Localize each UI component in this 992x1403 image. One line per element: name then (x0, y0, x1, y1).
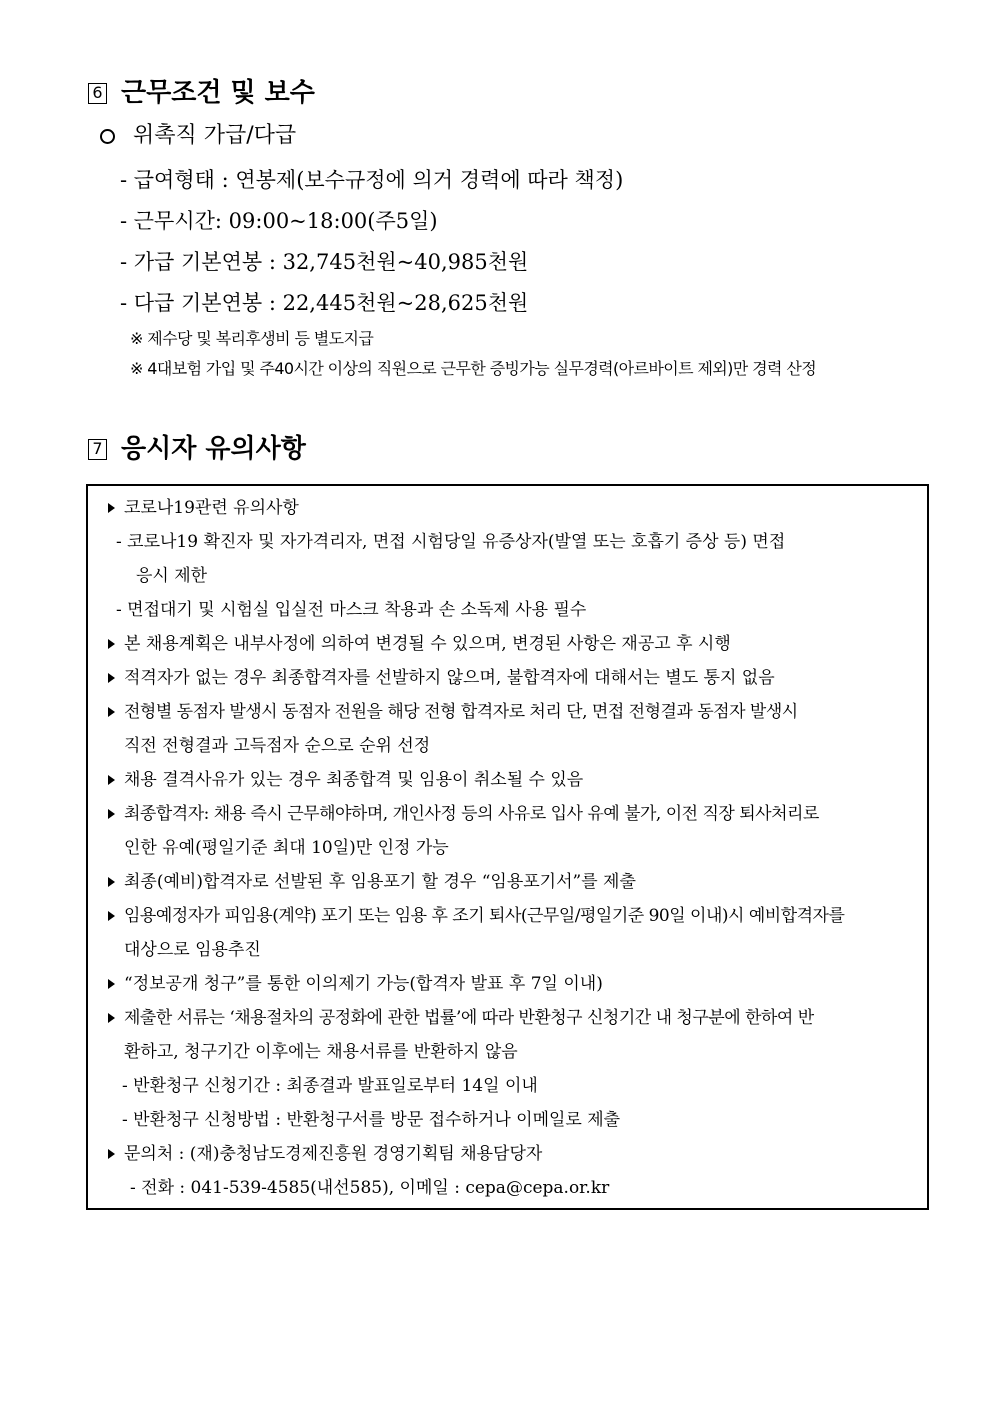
triangle-bullet-icon (108, 673, 115, 683)
subsection-title: 위촉직 가급/다급 (133, 123, 297, 148)
notice-line: - 코로나19 확진자 및 자가격리자, 면접 시험당일 유증상자(발열 또는 호흡기 증상 등) 면접 (116, 532, 786, 552)
notice-line: - 면접대기 및 시험실 입실전 마스크 착용과 손 소독제 사용 필수 (116, 600, 587, 620)
notice-line: 최종(예비)합격자로 선발된 후 임용포기 할 경우 “임용포기서”를 제출 (124, 872, 636, 892)
triangle-bullet-icon (108, 707, 115, 717)
subsection-heading (100, 122, 296, 150)
notice-line: 코로나19관련 유의사항 (124, 498, 299, 518)
notice-line: - 전화 : 041-539-4585(내선585), 이메일 : cepa@cepa.or.kr (130, 1178, 610, 1198)
triangle-bullet-icon (108, 775, 115, 785)
work-hours-line: - 근무시간: 09:00~18:00(주5일) (120, 209, 438, 233)
notice-line: - 반환청구 신청기간 : 최종결과 발표일로부터 14일 이내 (122, 1076, 538, 1096)
circle-bullet-icon (100, 129, 115, 144)
triangle-bullet-icon (108, 809, 115, 819)
notice-line: 최종합격자: 채용 즉시 근무해야하며, 개인사정 등의 사유로 입사 유예 불가, 이전 직장 퇴사처리로 (124, 804, 819, 824)
notice-line: 문의처 : (재)충청남도경제진흥원 경영기획팀 채용담당자 (124, 1144, 543, 1164)
section-title: 응시자 유의사항 (121, 434, 306, 464)
notice-line: 대상으로 임용추진 (124, 940, 261, 960)
triangle-bullet-icon (108, 911, 115, 921)
section-6-heading (88, 78, 315, 108)
triangle-bullet-icon (108, 639, 115, 649)
triangle-bullet-icon (108, 503, 115, 513)
notice-line: 제출한 서류는 ‘채용절차의 공정화에 관한 법률’에 따라 반환청구 신청기간 내 청구분에 한하여 반 (124, 1008, 814, 1028)
notice-box (86, 484, 929, 1210)
section-title: 근무조건 및 보수 (121, 78, 315, 108)
notice-line: 적격자가 없는 경우 최종합격자를 선발하지 않으며, 불합격자에 대해서는 별도 통지 없음 (124, 668, 775, 688)
section-7-heading (88, 434, 306, 464)
notice-line: - 반환청구 신청방법 : 반환청구서를 방문 접수하거나 이메일로 제출 (122, 1110, 621, 1130)
grade-ga-salary-line: - 가급 기본연봉 : 32,745천원~40,985천원 (120, 250, 529, 274)
notice-line: 전형별 동점자 발생시 동점자 전원을 해당 전형 합격자로 처리 단, 면접 전형결과 동점자 발생시 (124, 702, 798, 722)
section-number-box: 7 (88, 439, 107, 460)
notice-line: 직전 전형결과 고득점자 순으로 순위 선정 (124, 736, 431, 756)
note-allowance: ※ 제수당 및 복리후생비 등 별도지급 (130, 329, 374, 348)
triangle-bullet-icon (108, 877, 115, 887)
notice-line: 본 채용계획은 내부사정에 의하여 변경될 수 있으며, 변경된 사항은 재공고 후 시행 (124, 634, 731, 654)
notice-line: “정보공개 청구”를 통한 이의제기 가능(합격자 발표 후 7일 이내) (124, 974, 603, 994)
note-career: ※ 4대보험 가입 및 주40시간 이상의 직원으로 근무한 증빙가능 실무경력(아르바이트 제외)만 경력 산정 (130, 359, 817, 378)
notice-line: 환하고, 청구기간 이후에는 채용서류를 반환하지 않음 (124, 1042, 518, 1062)
notice-line: 응시 제한 (136, 566, 208, 586)
notice-line: 채용 결격사유가 있는 경우 최종합격 및 임용이 취소될 수 있음 (124, 770, 584, 790)
triangle-bullet-icon (108, 1149, 115, 1159)
salary-type-line: - 급여형태 : 연봉제(보수규정에 의거 경력에 따라 책정) (120, 168, 624, 192)
triangle-bullet-icon (108, 979, 115, 989)
grade-da-salary-line: - 다급 기본연봉 : 22,445천원~28,625천원 (120, 291, 529, 315)
triangle-bullet-icon (108, 1013, 115, 1023)
section-number-box: 6 (88, 83, 107, 104)
notice-line: 인한 유예(평일기준 최대 10일)만 인정 가능 (124, 838, 449, 858)
notice-line: 임용예정자가 피임용(계약) 포기 또는 임용 후 조기 퇴사(근무일/평일기준 90일 이내)시 예비합격자를 (124, 906, 845, 926)
